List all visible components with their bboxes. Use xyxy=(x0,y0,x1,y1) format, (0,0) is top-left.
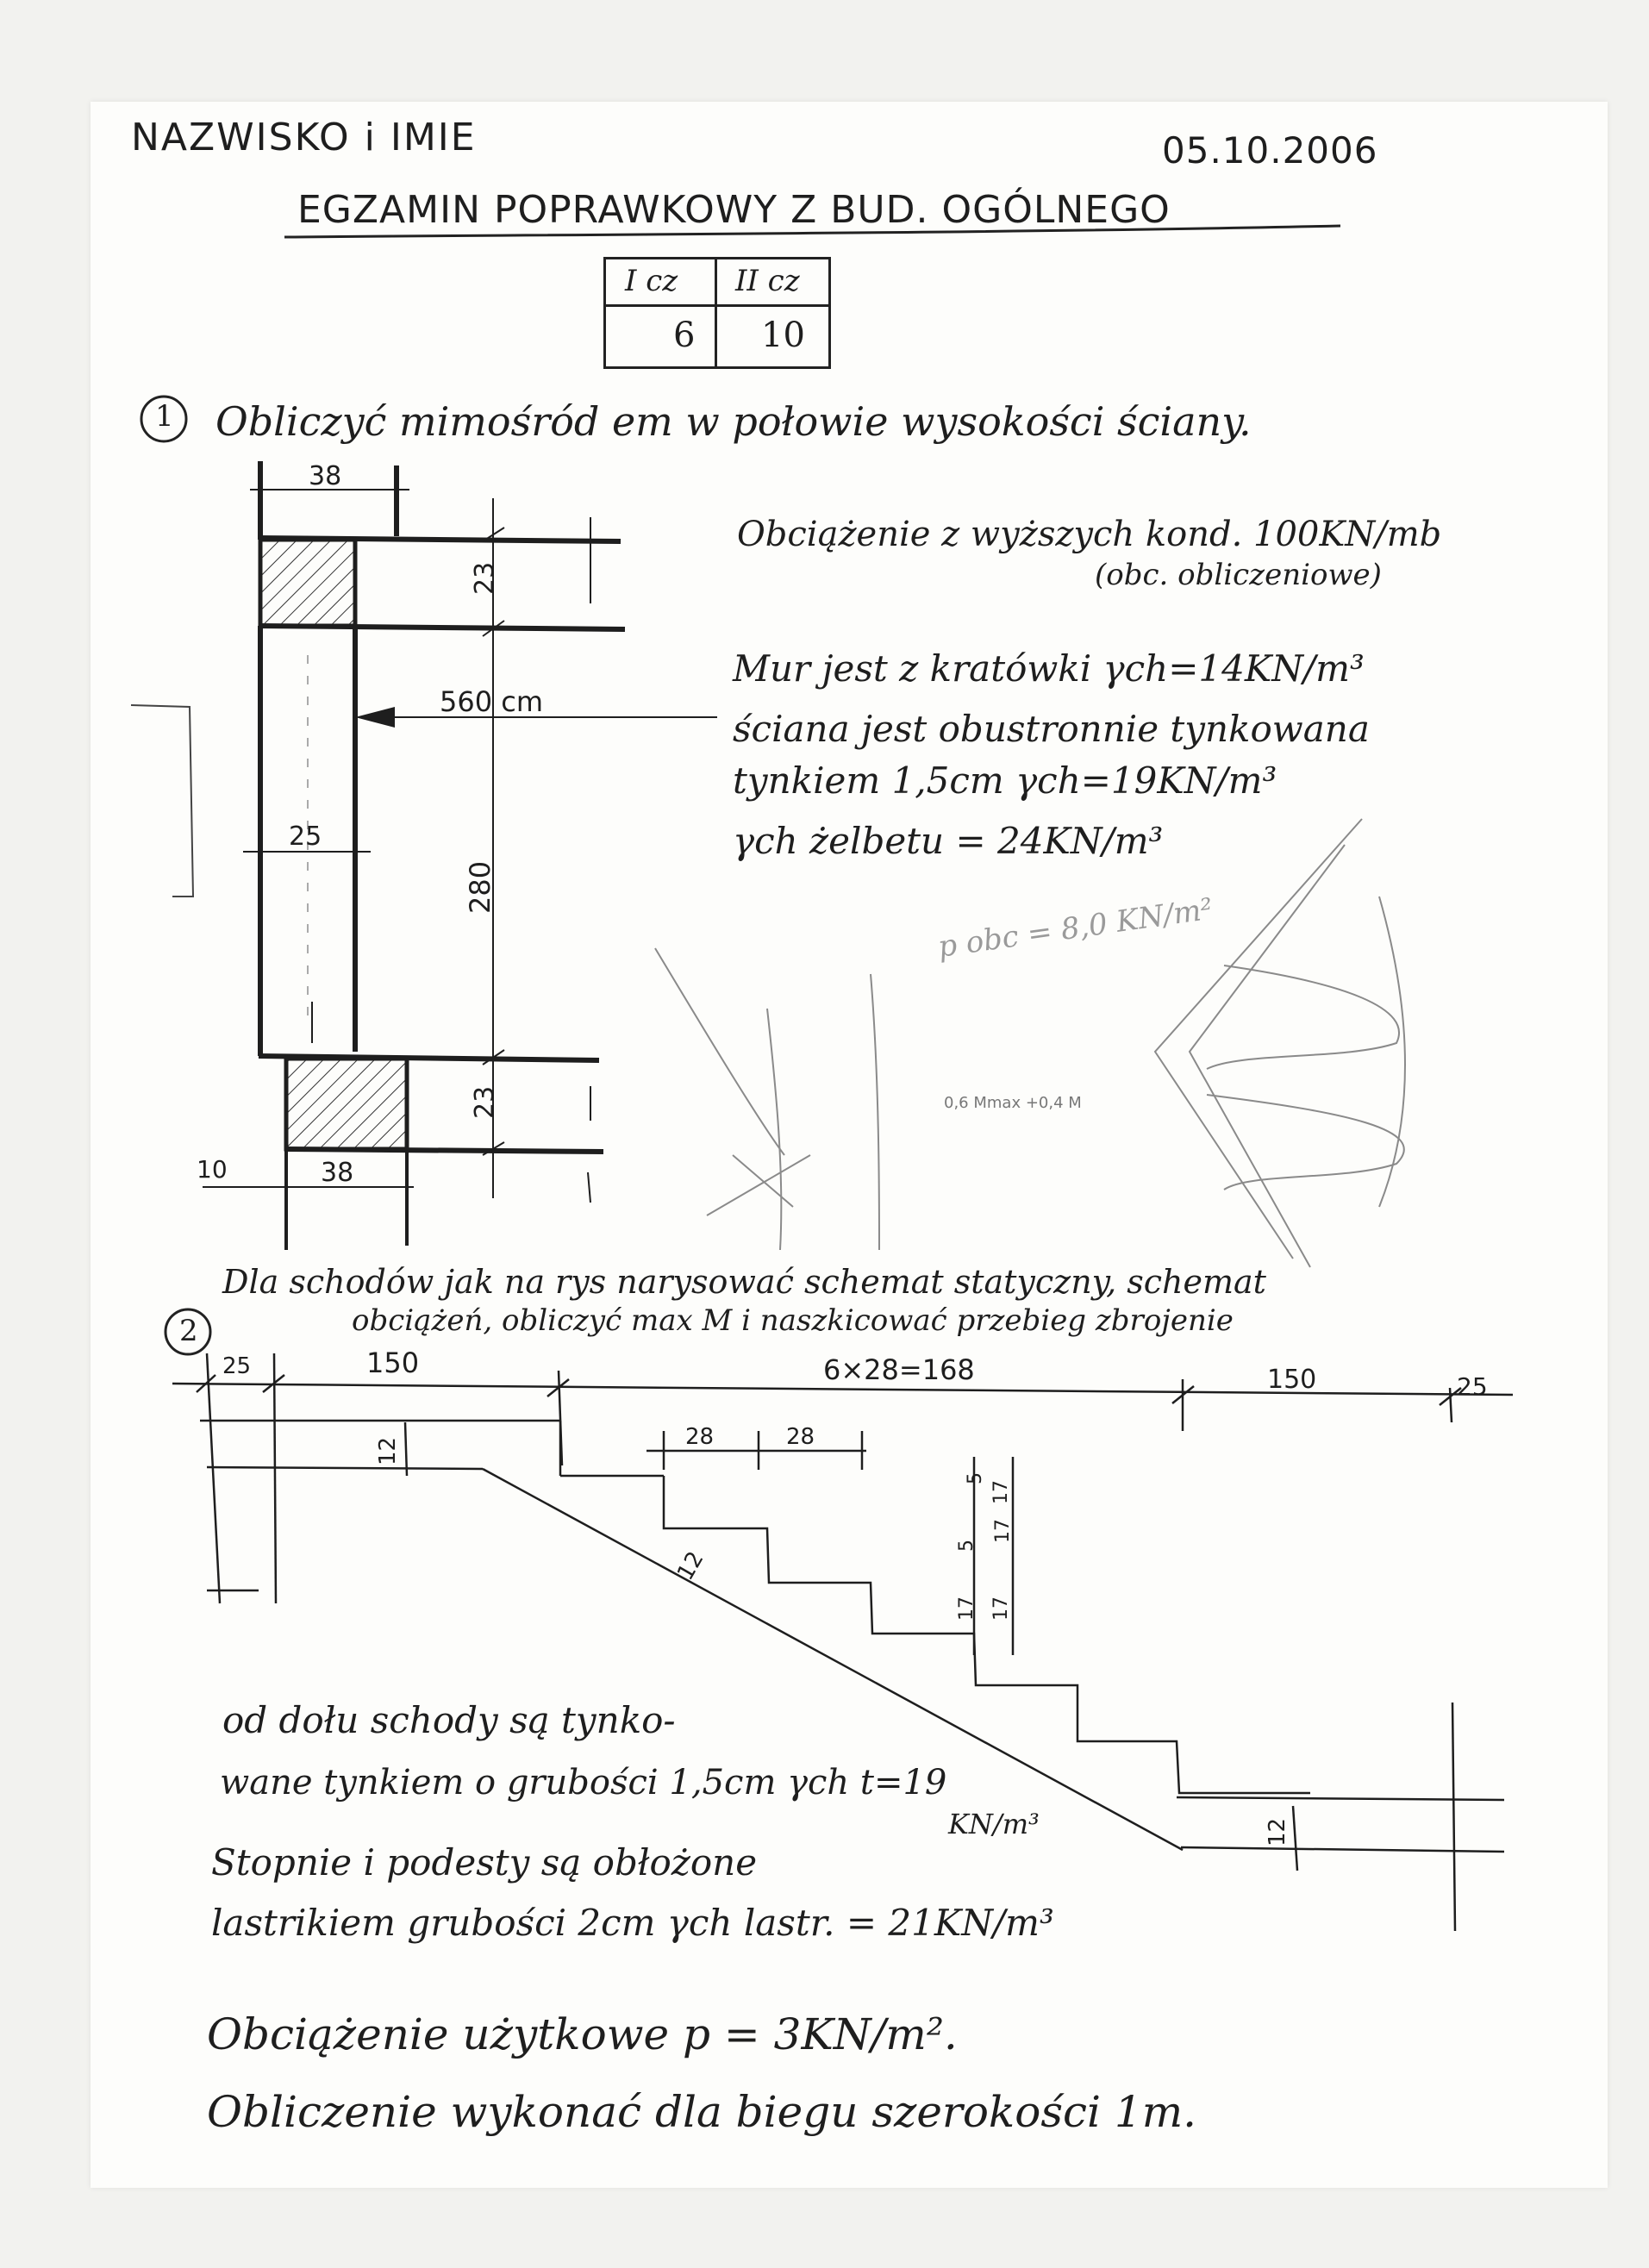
task2-note1-unit: KN/m³ xyxy=(948,1808,1040,1840)
dim-landing-thickness-left: 12 xyxy=(375,1436,401,1465)
task1-plaster-line1: ściana jest obustronnie tynkowana xyxy=(733,708,1370,750)
exam-date: 05.10.2006 xyxy=(1162,129,1378,172)
dim-slab-bottom: 23 xyxy=(470,1085,500,1119)
scribble-sketches xyxy=(655,819,1405,1267)
task1-plaster-line2: tynkiem 1,5cm γch=19KN/m³ xyxy=(733,759,1277,802)
dim-tread2: 28 xyxy=(786,1424,815,1450)
task2-note1-line1: od dołu schody są tynko- xyxy=(222,1699,676,1741)
dim-rise-small: 5 xyxy=(956,1540,978,1552)
title-underline xyxy=(284,226,1340,237)
dim-wall-width: 25 xyxy=(289,822,322,852)
score-value-part2: 10 xyxy=(761,316,805,355)
task2-live-load: Obciążenie użytkowe p = 3KN/m². xyxy=(207,2009,958,2059)
dim-slab-thickness: 12 xyxy=(672,1546,709,1585)
dim-slab-top: 23 xyxy=(470,561,500,595)
task1-prompt: Obliczyć mimośród em w połowie wysokości ściany. xyxy=(215,398,1252,445)
task1-wall-line: Mur jest z kratówki γch=14KN/m³ xyxy=(733,647,1365,690)
task2-prompt-line2: obciążeń, obliczyć max M i naszkicować przebieg zbrojenie xyxy=(352,1303,1234,1338)
score-value-part1: 6 xyxy=(673,316,696,355)
dim-tread1: 28 xyxy=(685,1424,715,1450)
score-header-part2: II cz xyxy=(735,264,800,298)
dim-span: 560 cm xyxy=(440,685,544,718)
dim-right-support: 25 xyxy=(1457,1372,1488,1401)
task2-note2-line2: lastrikiem grubości 2cm γch lastr. = 21KN/m³ xyxy=(211,1902,1054,1944)
task1-load-line: Obciążenie z wyższych kond. 100KN/mb xyxy=(737,515,1442,554)
scribble-load-note: p obc = 8,0 KN/m² xyxy=(935,891,1215,965)
task2-prompt-line1: Dla schodów jak na rys narysować schemat statyczny, schemat xyxy=(222,1263,1266,1301)
dim-rise-c: 17 xyxy=(956,1596,978,1621)
exam-title: EGZAMIN POPRAWKOWY Z BUD. OGÓLNEGO xyxy=(297,188,1171,232)
dim-rise-a: 17 xyxy=(992,1519,1014,1543)
task2-note1-line2: wane tynkiem o grubości 1,5cm γch t=19 xyxy=(220,1763,947,1803)
dim-offset: 10 xyxy=(197,1155,228,1184)
task1-load-note: (obc. obliczeniowe) xyxy=(1095,558,1382,592)
scribble-moment-note: 0,6 Mmax +0,4 M xyxy=(944,1094,1082,1112)
dim-right-landing: 150 xyxy=(1267,1365,1317,1395)
dim-flight: 6×28=168 xyxy=(823,1353,975,1386)
dim-rise-d: 17 xyxy=(990,1596,1012,1621)
task2-number: 2 xyxy=(179,1314,198,1348)
task1-concrete-line: γch żelbetu = 24KN/m³ xyxy=(733,820,1164,862)
dim-left-support: 25 xyxy=(222,1353,252,1379)
dim-rise-top: 5 xyxy=(965,1472,986,1484)
dim-height: 280 xyxy=(464,860,497,914)
dim-left-landing: 150 xyxy=(366,1346,420,1379)
name-label: NAZWISKO i IMIE xyxy=(131,116,477,159)
wall-section-drawing xyxy=(131,461,717,1250)
score-header-part1: I cz xyxy=(625,264,678,298)
task1-number: 1 xyxy=(155,399,174,434)
dim-rise-b: 17 xyxy=(990,1480,1012,1504)
dim-landing-thickness-right: 12 xyxy=(1265,1817,1290,1846)
dim-top-width: 38 xyxy=(309,461,342,491)
task2-note2-line1: Stopnie i podesty są obłożone xyxy=(211,1841,758,1884)
task2-calc-note: Obliczenie wykonać dla biegu szerokości 1m. xyxy=(207,2087,1196,2137)
dim-bottom-width: 38 xyxy=(321,1158,354,1188)
